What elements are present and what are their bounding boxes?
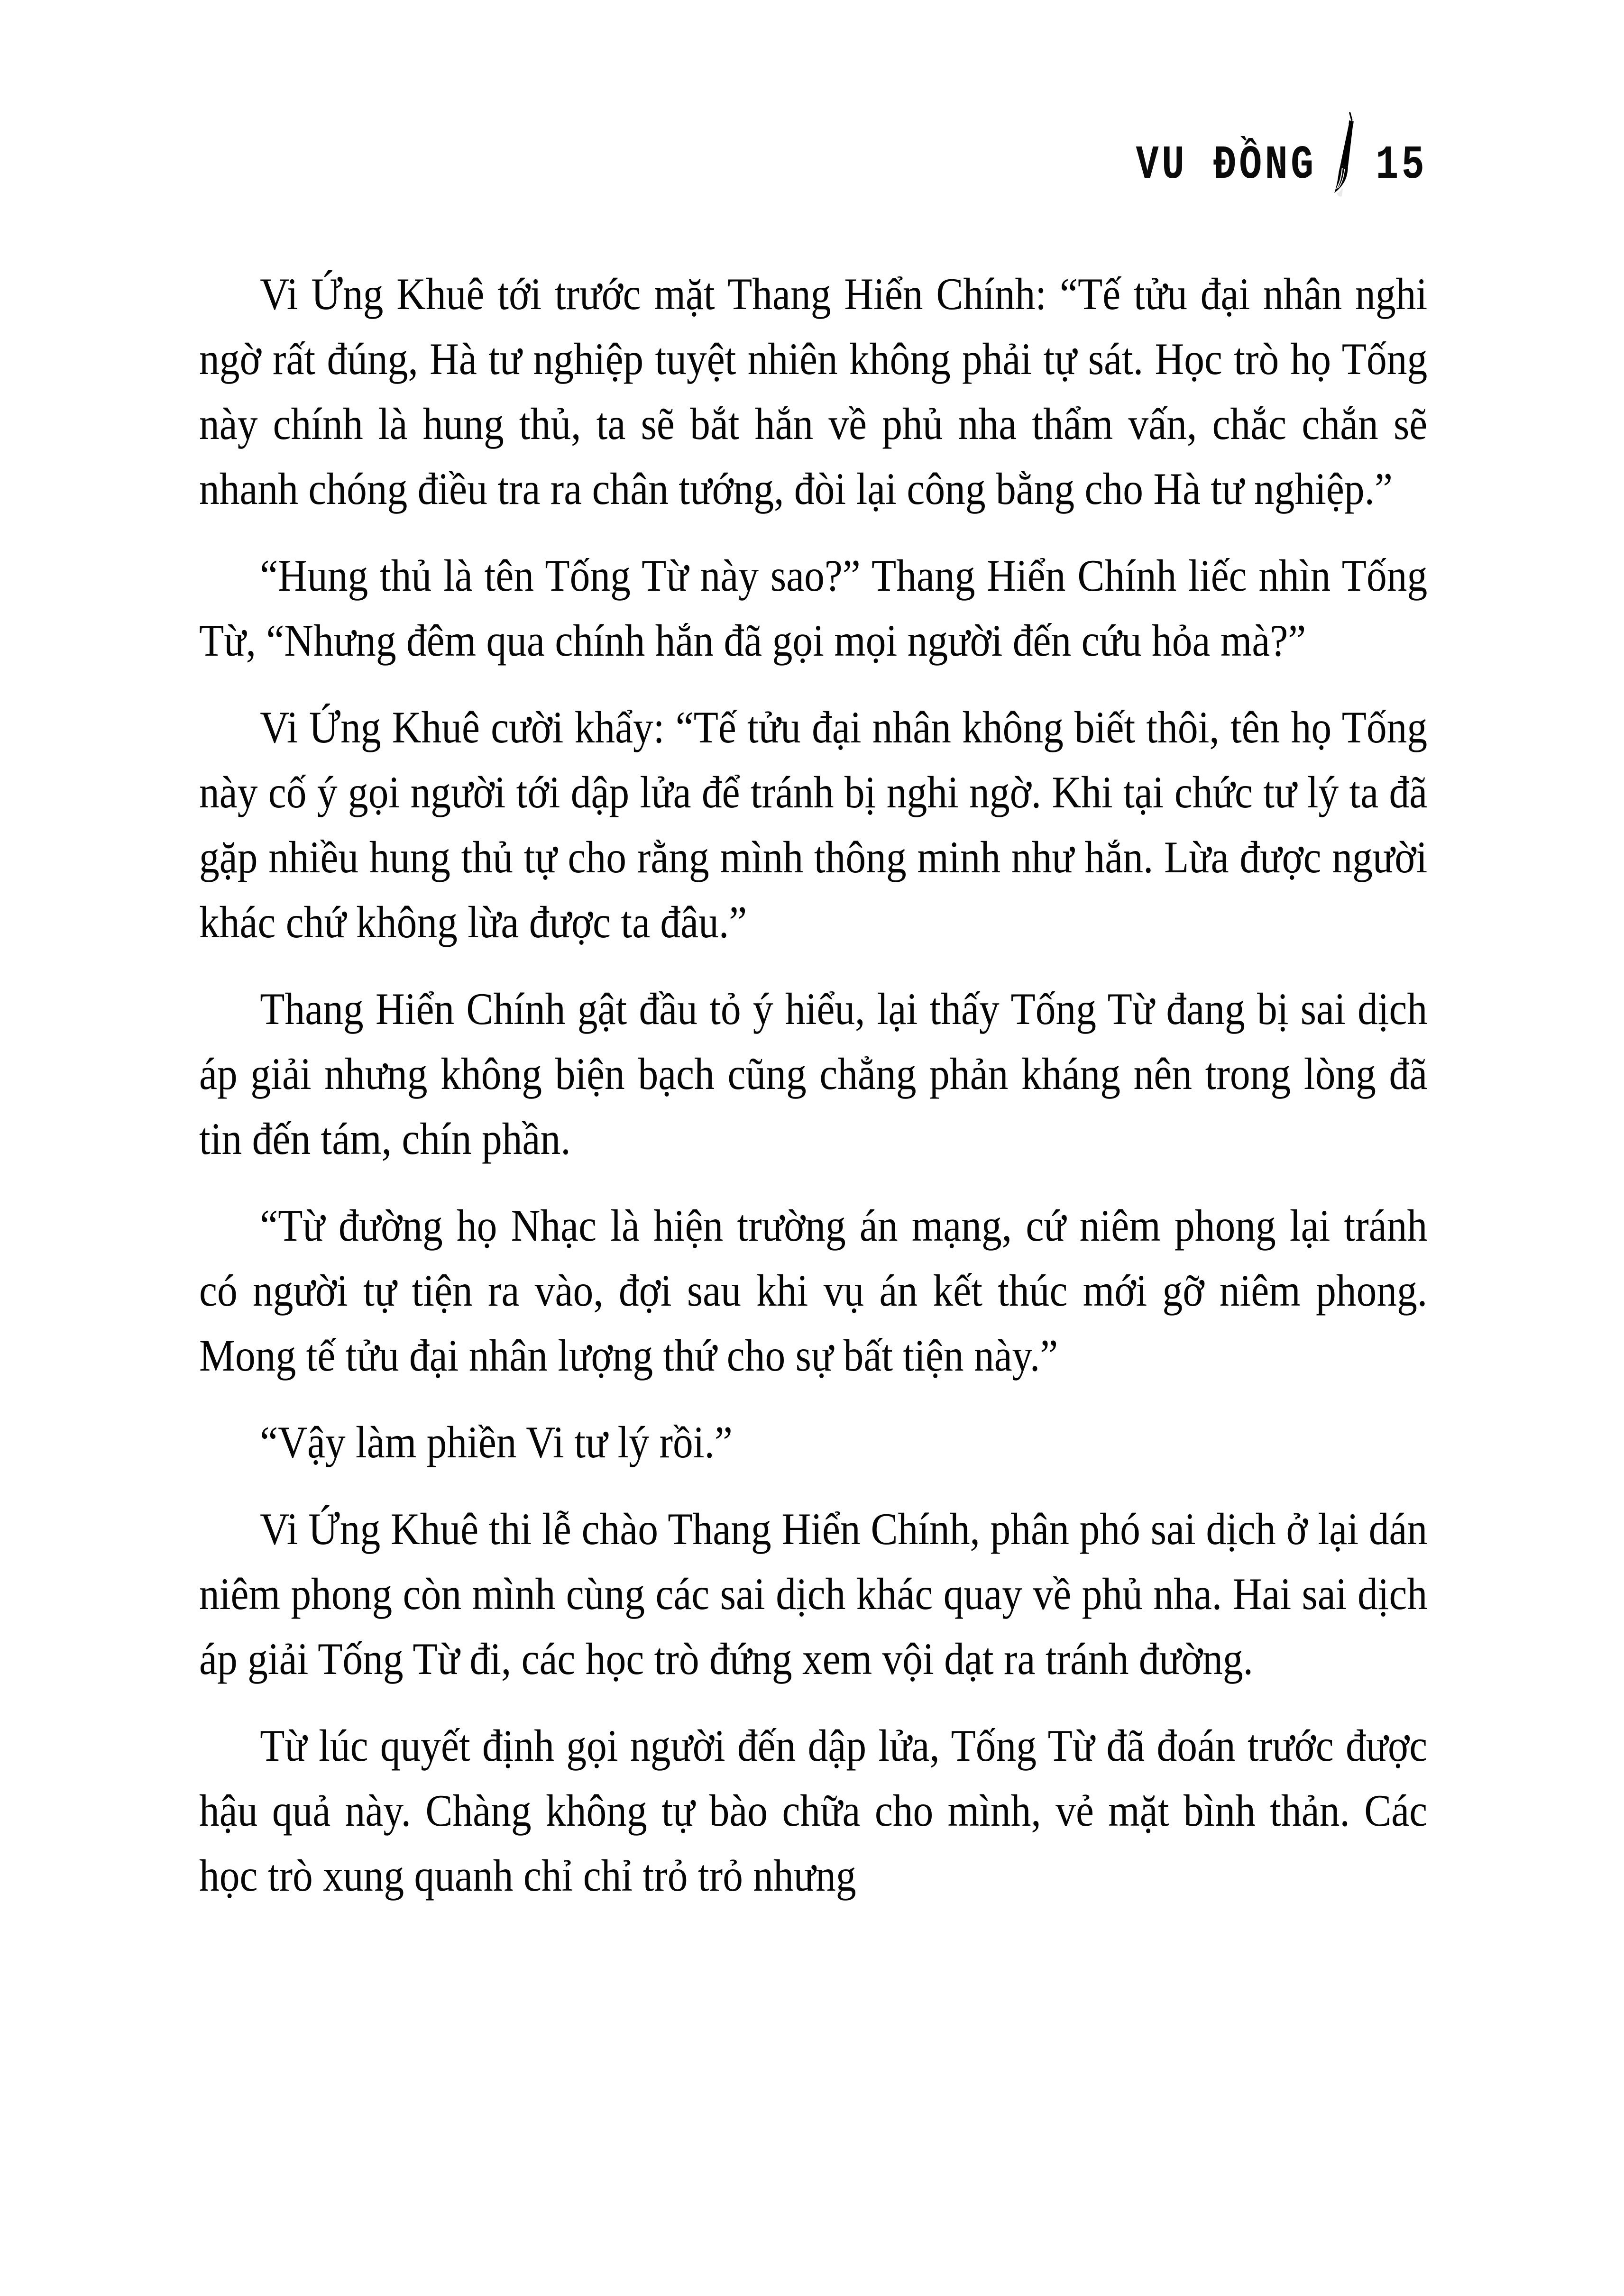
running-header — [1136, 112, 1427, 191]
body-paragraph: Thang Hiển Chính gật đầu tỏ ý hiểu, lại thấy Tống Từ đang bị sai dịch áp giải nhưng không biện bạch cũng chẳng phản kháng nên trong lòng đã tin đến tám, chín phần. — [199, 984, 1428, 1164]
body-paragraph: Vi Ứng Khuê thi lễ chào Thang Hiển Chính, phân phó sai dịch ở lại dán niêm phong còn mình cùng các sai dịch khác quay về phủ nha. Hai sai dịch áp giải Tống Từ đi, các học trò đứng xem vội dạt ra tránh đường. — [199, 1504, 1428, 1684]
body-paragraph: “Hung thủ là tên Tống Từ này sao?” Thang Hiển Chính liếc nhìn Tống Từ, “Nhưng đêm qua chính hắn đã gọi mọi người đến cứu hỏa mà?” — [199, 550, 1428, 666]
body-paragraph: Vi Ứng Khuê cười khẩy: “Tế tửu đại nhân không biết thôi, tên họ Tống này cố ý gọi người tới dập lửa để tránh bị nghi ngờ. Khi tại chức tư lý ta đã gặp nhiều hung thủ tự cho rằng mình thông minh như hắn. Lừa được người khác chứ không lừa được ta đâu.” — [199, 702, 1428, 947]
text-block — [199, 262, 1427, 1930]
calligraphy-brush-icon — [1331, 112, 1361, 197]
body-paragraph: Vi Ứng Khuê tới trước mặt Thang Hiển Chính: “Tế tửu đại nhân nghi ngờ rất đúng, Hà tư nghiệp tuyệt nhiên không phải tự sát. Học trò họ Tống này chính là hung thủ, ta sẽ bắt hắn về phủ nha thẩm vấn, chắc chắn sẽ nhanh chóng điều tra ra chân tướng, đòi lại công bằng cho Hà tư nghiệp.” — [199, 269, 1428, 514]
body-paragraph: “Từ đường họ Nhạc là hiện trường án mạng, cứ niêm phong lại tránh có người tự tiện ra vào, đợi sau khi vụ án kết thúc mới gỡ niêm phong. Mong tế tửu đại nhân lượng thứ cho sự bất tiện này.” — [199, 1200, 1428, 1381]
body-paragraph: “Vậy làm phiền Vi tư lý rồi.” — [260, 1417, 733, 1467]
body-paragraph: Từ lúc quyết định gọi người đến dập lửa, Tống Từ đã đoán trước được hậu quả này. Chàng không tự bào chữa cho mình, vẻ mặt bình thản. Các học trò xung quanh chỉ chỉ trỏ trỏ nhưng — [199, 1720, 1428, 1901]
book-title: VU ĐỒNG — [1136, 139, 1317, 192]
page-number: 15 — [1376, 139, 1427, 192]
